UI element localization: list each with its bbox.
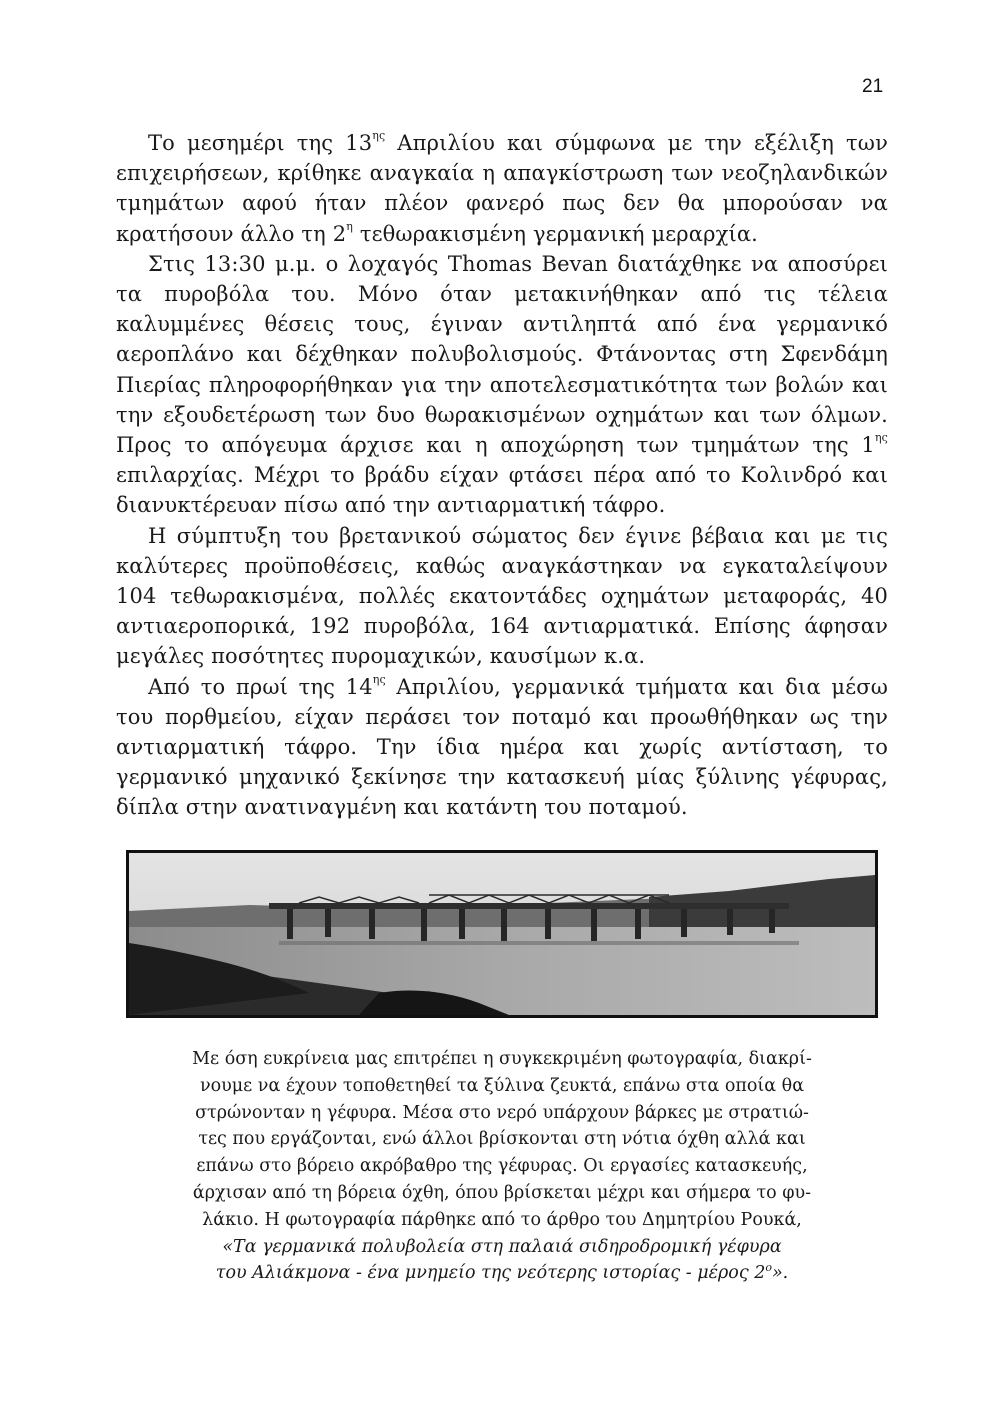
caption-line: επάνω στο βόρειο ακρόβαθρο της γέφυρας. Οι εργασίες κατασκευής, xyxy=(196,1156,808,1177)
caption-line: νουμε να έχουν τοποθετηθεί τα ξύλινα ζευκτά, επάνω στα οποία θα xyxy=(199,1075,805,1096)
caption-article-title-cont: του Αλιάκμονα - ένα μνημείο της νεότερης ιστορίας - μέρος $2^o$». xyxy=(215,1261,789,1284)
bridge-photo xyxy=(126,850,878,1018)
page-number: 21 xyxy=(862,76,884,97)
caption-line: στρώνονταν η γέφυρα. Μέσα στο νερό υπάρχουν βάρκες με στρατιώ- xyxy=(195,1102,809,1123)
bridge-photo-image xyxy=(129,853,875,1015)
caption-line: Με όση ευκρίνεια μας επιτρέπει η συγκεκριμένη φωτογραφία, διακρί- xyxy=(192,1049,812,1069)
body-text xyxy=(116,128,888,823)
paragraph-4: Από το πρωί της $14^{\eta\varsigma}$ Απριλίου, γερμανικά τμήματα και δια μέσω του πορθμείου, είχαν περάσει τον ποταμό και προωθήθηκαν ως την αντιαρματική τάφρο. Την ίδια ημέρα και χωρίς αντίσταση, το γερμανικό μηχανικό ξεκίνησε την κατασκευή μίας ξύλινης γέφυρας, δίπλα στην ανατιναγμένη και κατάντη του ποταμού. xyxy=(116,672,888,820)
caption-line: άρχισαν από τη βόρεια όχθη, όπου βρίσκεται μέχρι και σήμερα το φυ- xyxy=(192,1182,812,1203)
paragraph-1: Το μεσημέρι της $13^{\eta\varsigma}$ Απριλίου και σύμφωνα με την εξέλιξη των επιχειρήσεων, κρίθηκε αναγκαία η απαγκίστρωση των νεοζηλανδικών τμημάτων αφού ήταν πλέον φανερό πως δεν θα μπορούσαν να κρατήσουν άλλο τη $2^\eta$ τεθωρακισμένη γερμανική μεραρχία. xyxy=(116,129,889,246)
caption-article-title: «Τα γερμανικά πολυβολεία στη παλαιά σιδηροδρομική γέφυρα xyxy=(222,1236,782,1257)
paragraph-2: Στις 13:30 μ.μ. ο λοχαγός Thomas Bevan διατάχθηκε να αποσύρει τα πυροβόλα του. Μόνο όταν μετακινήθηκαν από τις τέλεια καλυμμένες θέσεις τους, έγιναν αντιληπτά από ένα γερμανικό αεροπλάνο και δέχθηκαν πολυβολισμούς. Φτάνοντας στη Σφενδάμη Πιερίας πληροφορήθηκαν για την αποτελεσματικότητα των βολών και την εξουδετέρωση των δυο θωρακισμένων οχημάτων και των όλμων. Προς το απόγευμα άρχισε και η αποχώρηση των τμημάτων της $1^{\eta\varsigma}$ επιλαρχίας. Μέχρι το βράδυ είχαν φτάσει πέρα από το Κολινδρό και διανυκτέρευαν πίσω από την αντιαρματική τάφρο. xyxy=(116,251,888,518)
photo-caption xyxy=(126,1046,878,1287)
paragraph-3: Η σύμπτυξη του βρετανικού σώματος δεν έγινε βέβαια και με τις καλύτερες προϋποθέσεις, καθώς αναγκάστηκαν να εγκαταλείψουν 104 τεθωρακισμένα, πολλές εκατοντάδες οχημάτων μεταφοράς, 40 αντιαεροπορικά, 192 πυροβόλα, 164 αντιαρματικά. Επίσης άφησαν μεγάλες ποσότητες πυρομαχικών, καυσίμων κ.α. xyxy=(116,523,888,669)
caption-line: τες που εργάζονται, ενώ άλλοι βρίσκονται στη νότια όχθη αλλά και xyxy=(198,1129,806,1150)
caption-line: λάκιο. Η φωτογραφία πάρθηκε από το άρθρο του Δημητρίου Ρουκά, xyxy=(202,1209,802,1230)
